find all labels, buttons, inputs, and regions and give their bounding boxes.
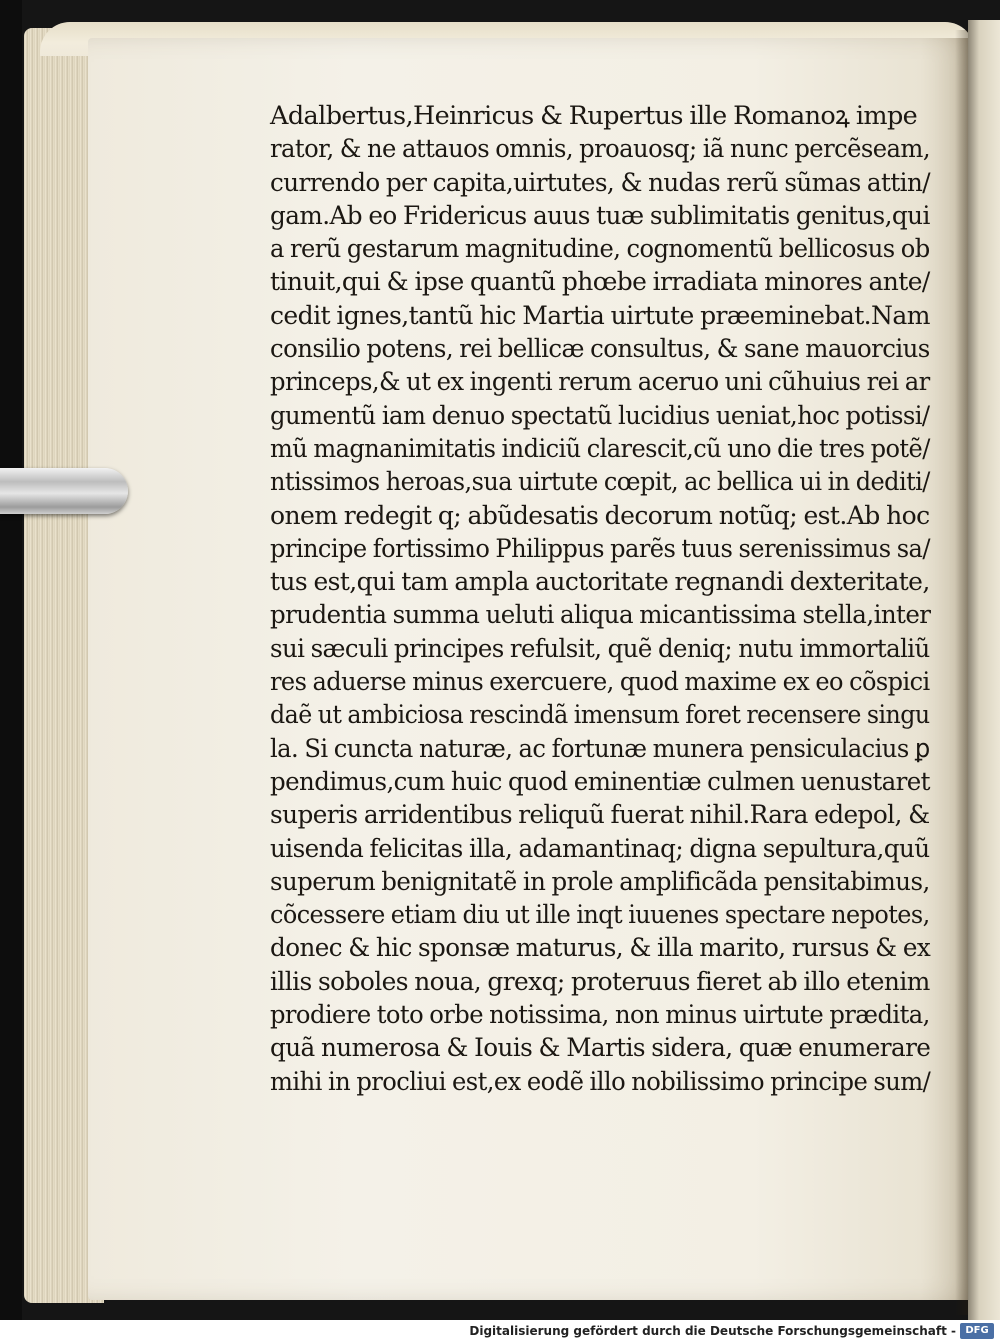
text-line: mihi in procliui est,ex eodẽ illo nobilissimo principe sum/ [270, 1066, 931, 1097]
text-line: a rerũ gestarum magnitudine, cognomentũ bellicosus ob [270, 234, 930, 265]
text-line: prodiere toto orbe notissima, non minus uirtute prædita, [270, 1000, 930, 1031]
text-line: daẽ ut ambiciosa rescindã imensum foret recensere singu [270, 700, 930, 731]
text-line: superum benignitatẽ in prole amplificãda pensitabimus, [270, 866, 930, 897]
text-line: currendo per capita,uirtutes, & nudas rerũ sũmas attin/ [270, 167, 930, 198]
text-line: res aduerse minus exercuere, quod maxime ex eo cõspici [270, 667, 930, 698]
text-line: mũ magnanimitatis indiciũ clarescit,cũ uno die tres potẽ/ [270, 433, 930, 464]
text-line: gumentũ iam denuo spectatũ lucidius ueniat,hoc potissi/ [270, 400, 930, 431]
text-line: uisenda felicitas illa, adamantinaq; digna sepultura,quũ [270, 833, 930, 864]
dfg-logo-icon: DFG [960, 1323, 994, 1339]
text-line: principe fortissimo Philippus parẽs tuus serenissimus sa/ [270, 533, 930, 564]
text-line: gam.Ab eo Fridericus auus tuæ sublimitatis genitus,qui [270, 200, 930, 231]
text-line: cedit ignes,tantũ hic Martia uirtute præeminebat.Nam [270, 300, 930, 331]
funding-footer [0, 1320, 1000, 1343]
text-line: princeps,& ut ex ingenti rerum aceruo uni cũhuius rei ar [270, 367, 930, 398]
text-line: illis soboles noua, grexq; proteruus fieret ab illo etenim [270, 966, 930, 997]
text-line: superis arridentibus reliquũ fuerat nihil.Rara edepol, & [270, 800, 930, 831]
text-line: onem redegit q; abũdesatis decorum notũq; est.Ab hoc [270, 500, 930, 531]
text-line: consilio potens, rei bellicæ consultus, & sane mauorcius [270, 334, 930, 365]
text-line: tinuit,qui & ipse quantũ phœbe irradiata minores ante/ [270, 267, 930, 298]
facing-page-edge [968, 20, 1000, 1320]
text-line: tus est,qui tam ampla auctoritate regnandi dexteritate, [270, 567, 930, 598]
text-line: sui sæculi principes refulsit, quẽ deniq; nutu immortaliũ [270, 633, 930, 664]
text-line: cõcessere etiam diu ut ille inqt iuuenes spectare nepotes, [270, 900, 930, 931]
text-line: donec & hic sponsæ maturus, & illa marito, rursus & ex [270, 933, 931, 964]
text-line: la. Si cuncta naturæ, ac fortunæ munera pensiculacius ꝑ [270, 733, 930, 764]
funding-note: Digitalisierung gefördert durch die Deutsche Forschungsgemeinschaft - [469, 1324, 956, 1338]
text-line: ntissimos heroas,sua uirtute cœpit, ac bellica ui in dediti/ [270, 467, 930, 498]
text-line: rator, & ne attauos omnis, proauosq; iã nunc percẽseam, [270, 134, 931, 165]
scan-left-border [0, 0, 22, 1343]
text-line: prudentia summa ueluti aliqua micantissima stella,inter [270, 600, 931, 631]
text-line: pendimus,cum huic quod eminentiæ culmen uenustaret [270, 766, 930, 797]
text-line: quã numerosa & Iouis & Martis sidera, quæ enumerare [270, 1033, 931, 1064]
text-line: Adalbertus,Heinricus & Rupertus ille Romanoꝝ impe [270, 101, 918, 131]
page-holder-clip [0, 468, 128, 514]
page-text [270, 100, 930, 1099]
